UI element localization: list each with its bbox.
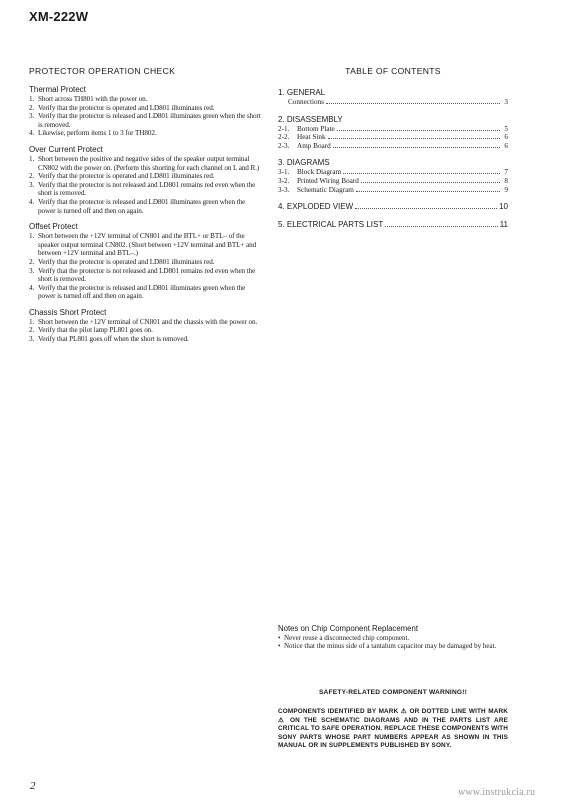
toc-section [278, 220, 508, 230]
bullet-mark: • [278, 642, 281, 651]
step-number: 4. [29, 283, 35, 292]
step-text: Short between the positive and negative sides of the speaker output terminal CN802 with the power on. (Perform this shorting for each channel on L and R.) [38, 154, 260, 172]
toc-entry-number: 2-3. [278, 141, 290, 150]
toc-entry [278, 98, 508, 107]
protect-step [29, 232, 261, 258]
step-number: 3. [29, 335, 35, 344]
toc-entry-label: Schematic Diagram [297, 185, 354, 194]
step-number: 4. [29, 197, 35, 206]
protect-step [29, 129, 261, 138]
safety-warning-title: SAFETY-RELATED COMPONENT WARNING!! [318, 689, 468, 696]
toc-section [278, 158, 508, 194]
toc-entry-page: 6 [504, 141, 508, 150]
toc-entry-page: 9 [504, 185, 508, 194]
protect-step [29, 198, 261, 215]
toc-entry-label: Bottom Plate [297, 124, 335, 133]
protect-steps [29, 95, 261, 138]
protect-step [29, 284, 261, 301]
toc-section [278, 202, 508, 212]
notes-bullet-text: Notice that the minus side of a tantalum capacitor may be damaged by heat. [284, 642, 497, 651]
toc-sections [278, 88, 508, 194]
toc-entry-page: 5 [504, 124, 508, 133]
chip-notes [278, 624, 508, 651]
notes-bullet [278, 642, 508, 650]
toc-section [278, 115, 508, 151]
protect-steps [29, 155, 261, 215]
dot-leader [328, 137, 500, 139]
dot-leader [355, 207, 497, 209]
protector-title: PROTECTOR OPERATION CHECK [29, 66, 176, 76]
toc-entry-number: 3-3. [278, 185, 290, 194]
dot-leader [343, 172, 500, 174]
protect-step [29, 335, 261, 344]
protect-step [29, 112, 261, 129]
step-text: Verify that the protector is released and LD801 illuminates green when the power is turned off and then on again. [38, 197, 246, 215]
toc-entry-number: 3-2. [278, 176, 290, 185]
dot-leader [385, 225, 497, 227]
protect-section-title: Thermal Protect [29, 85, 86, 94]
toc-single-entry [278, 202, 508, 212]
protect-section-title: Offset Protect [29, 222, 78, 232]
model-number: XM-222W [29, 9, 89, 24]
bullet-mark: • [278, 634, 281, 642]
dot-leader [337, 129, 500, 131]
protect-step [29, 155, 261, 172]
step-number: 3. [29, 266, 35, 275]
toc-entry-page: 8 [504, 176, 508, 185]
step-text: Verify that the protector is released and LD801 illuminates green when the power is turned off and then on again. [38, 283, 246, 301]
toc-entry-number: 2-2. [278, 133, 290, 142]
toc-entry-number: 3-1. [278, 168, 290, 177]
step-number: 2. [29, 103, 35, 112]
step-number: 2. [29, 326, 35, 335]
dot-leader [356, 190, 500, 192]
toc-entry-page: 3 [504, 98, 508, 106]
notes-title: Notes on Chip Component Replacement [278, 624, 418, 633]
step-text: Verify that the protector is not released and LD801 remains red even when the short is removed. [38, 266, 256, 284]
toc-entry-label: Connections [288, 98, 324, 106]
step-number: 4. [29, 129, 35, 138]
toc-single-lines [278, 202, 508, 230]
toc-entry [278, 142, 508, 151]
toc-entry [278, 168, 508, 177]
toc-entry-number: 2-1. [278, 124, 290, 133]
step-text: Verify that the protector is operated and LD801 illuminates red. [38, 103, 215, 112]
toc-entry [278, 186, 508, 195]
toc-heading: 1. GENERAL [278, 88, 326, 97]
toc-heading: 2. DISASSEMBLY [278, 114, 343, 124]
step-number: 2. [29, 172, 35, 181]
step-text: Verify that the protector is not released and LD801 remains red even when the short is removed. [38, 180, 256, 198]
protector-operation-check [29, 66, 261, 351]
step-text: Verify that the protector is released and LD801 illuminates green when the short is removed. [38, 112, 261, 129]
toc-entry [278, 133, 508, 142]
protect-step [29, 267, 261, 284]
protect-step [29, 326, 261, 335]
step-number: 3. [29, 112, 35, 121]
step-number: 2. [29, 257, 35, 266]
step-text: Short between the +12V terminal of CN801 and the chassis with the power on. [38, 317, 258, 326]
step-number: 1. [29, 95, 35, 103]
protect-section-title: Chassis Short Protect [29, 307, 107, 317]
step-text: Verify that PL801 goes off when the short is removed. [38, 335, 189, 344]
page-number: 2 [30, 780, 36, 792]
toc-single-entry [278, 220, 508, 230]
step-text: Verify that the protector is operated and LD801 illuminates red. [38, 172, 215, 181]
step-number: 1. [29, 317, 35, 326]
toc-single-label: 5. ELECTRICAL PARTS LIST [278, 220, 384, 230]
protect-step [29, 172, 261, 181]
watermark: www.instrukcia.ru [458, 787, 536, 798]
protect-step [29, 181, 261, 198]
toc-section [278, 88, 508, 107]
protect-steps [29, 232, 261, 301]
step-number: 3. [29, 180, 35, 189]
toc-entry [278, 177, 508, 186]
dot-leader [333, 146, 500, 148]
toc-entry-label: Printed Wiring Board [297, 176, 359, 185]
table-of-contents [278, 66, 508, 238]
toc-single-page: 10 [499, 202, 508, 212]
step-number: 1. [29, 232, 35, 241]
protect-steps [29, 318, 261, 344]
protect-step [29, 95, 261, 104]
protect-section-title: Over Current Protect [29, 144, 103, 154]
step-text: Verify that the protector is operated and LD801 illuminates red. [38, 257, 215, 266]
toc-single-label: 4. EXPLODED VIEW [278, 202, 354, 212]
protect-step [29, 318, 261, 327]
toc-entry-label: Heat Sink [297, 133, 326, 142]
protect-step [29, 258, 261, 267]
step-text: Short across TH801 with the power on. [38, 95, 148, 103]
dot-leader [361, 181, 500, 183]
safety-warning-body: COMPONENTS IDENTIFIED BY MARK ⚠ OR DOTTED LINE WITH MARK ⚠ ON THE SCHEMATIC DIAGRAMS AND IN THE PARTS LIST ARE CRITICAL TO SAFE OPERATION. REPLACE THESE COMPONENTS WITH SONY PARTS WHOSE PART NUMBERS APPEAR AS SHOWN IN THIS MANUAL OR IN SUPPLEMENTS PUBLISHED BY SONY. [278, 708, 508, 749]
notes-bullet [278, 634, 508, 642]
protect-step [29, 104, 261, 113]
step-text: Verify that the pilot lamp PL801 goes on. [38, 326, 153, 335]
step-text: Likewise, perform items 1 to 3 for TH802. [38, 129, 157, 138]
toc-entry-page: 6 [504, 133, 508, 142]
protector-sections [29, 85, 261, 344]
toc-entry-page: 7 [504, 168, 508, 177]
notes-bullet-text: Never reuse a disconnected chip component. [284, 634, 410, 642]
toc-title: TABLE OF CONTENTS [345, 66, 441, 76]
step-text: Short between the +12V terminal of CN801 and the BTL+ or BTL– of the speaker output terminal CN802. (Short between +12V terminal and BTL+ and between +12V terminal and BTL–.) [38, 232, 257, 258]
toc-entry [278, 125, 508, 134]
toc-heading: 3. DIAGRAMS [278, 158, 330, 168]
dot-leader [326, 102, 500, 104]
toc-entry-label: Block Diagram [297, 168, 342, 177]
toc-single-page: 11 [499, 220, 508, 230]
toc-entry-label: Amp Board [297, 141, 331, 150]
step-number: 1. [29, 154, 35, 163]
